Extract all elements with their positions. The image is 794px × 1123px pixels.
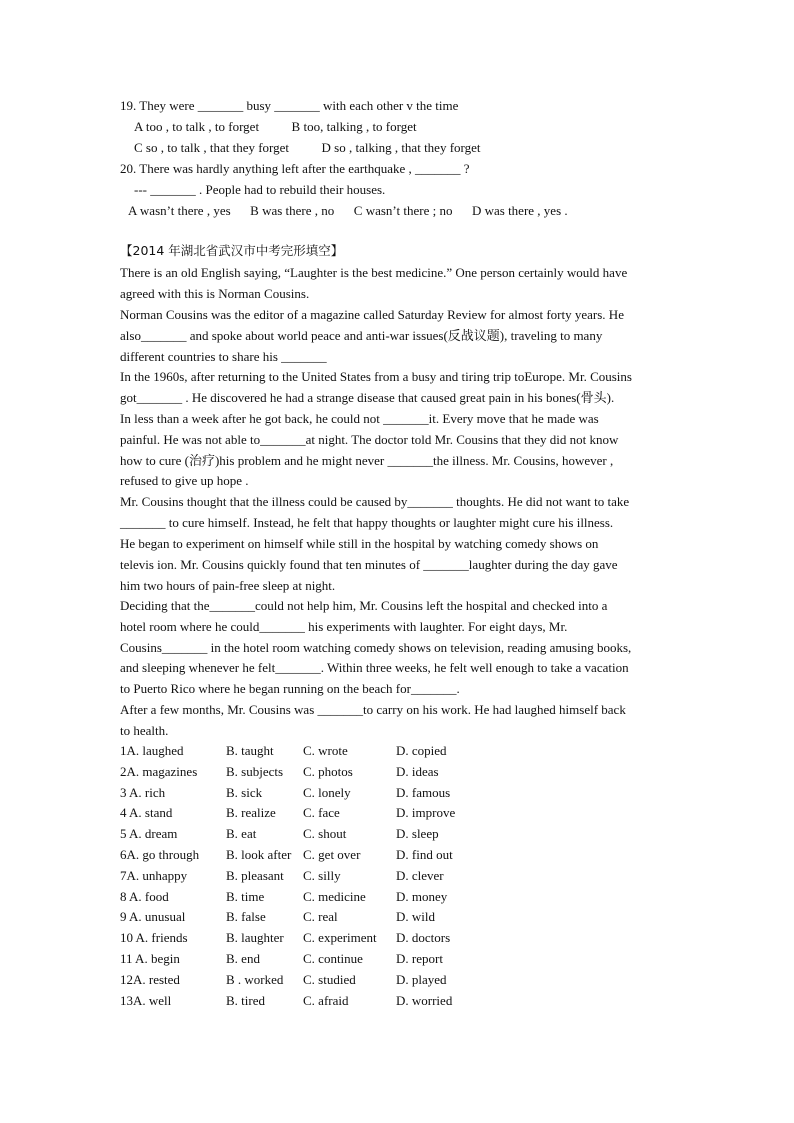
passage-line: In less than a week after he got back, he could not _______it. Every move that he made was (120, 411, 599, 426)
option-d: D. money (396, 888, 448, 904)
option-c: C. studied (303, 971, 356, 987)
option-row (120, 887, 520, 907)
option-row (120, 845, 520, 865)
option-b: B. time (226, 888, 265, 904)
passage-line: He began to experiment on himself while still in the hospital by watching comedy shows on (120, 536, 599, 551)
option-a: 5 A. dream (120, 826, 178, 842)
option-a: 2A. magazines (120, 763, 198, 779)
passage-paragraph-5 (120, 492, 674, 534)
option-b: B. false (226, 909, 266, 925)
option-a: 4 A. stand (120, 805, 173, 821)
option-c: C. photos (303, 763, 353, 779)
passage-paragraph-4 (120, 409, 674, 492)
option-d: D. find out (396, 847, 453, 862)
passage-line: agreed with this is Norman Cousins. (120, 285, 310, 301)
option-a: 6A. go through (120, 847, 200, 862)
passage-line: Norman Cousins was the editor of a magazine called Saturday Review for almost forty years. He (120, 307, 624, 322)
passage-line: to Puerto Rico where he began running on the beach for_______. (120, 681, 460, 697)
option-a: 13A. well (120, 992, 172, 1008)
question-20-stem: 20. There was hardly anything left after the earthquake , _______ ? (120, 161, 470, 176)
passage-paragraph-6 (120, 534, 674, 596)
option-b: B. subjects (226, 763, 284, 779)
passage-line: After a few months, Mr. Cousins was _______to carry on his work. He had laughed himself back (120, 702, 626, 717)
passage-heading: 【2014 年湖北省武汉市中考完形填空】 (120, 243, 344, 258)
option-a: 12A. rested (120, 971, 180, 987)
option-b: B. end (226, 951, 260, 966)
option-c: C. medicine (303, 888, 366, 904)
option-b: B. look after (226, 847, 292, 862)
option-row (120, 928, 520, 948)
option-a: 1A. laughed (120, 743, 184, 758)
option-a: 7A. unhappy (120, 867, 188, 883)
passage-line: In the 1960s, after returning to the United States from a busy and tiring trip toEurope. Mr. Cousins (120, 369, 632, 384)
option-d: D. worried (396, 992, 453, 1008)
passage-line: him two hours of pain-free sleep at night. (120, 577, 336, 593)
passage-line: refused to give up hope . (120, 473, 249, 489)
option-row (120, 803, 520, 823)
option-c: C. shout (303, 826, 347, 842)
passage-line: to health. (120, 722, 169, 738)
passage-line: different countries to share his _______ (120, 348, 327, 364)
passage-paragraph-2 (120, 305, 674, 367)
passage-line: Cousins_______ in the hotel room watching comedy shows on television, reading amusing books, (120, 639, 632, 655)
option-c: C. silly (303, 867, 341, 883)
option-d: D. ideas (396, 763, 439, 779)
option-d: D. wild (396, 909, 435, 925)
option-b: B. tired (226, 992, 265, 1008)
option-c: C. wrote (303, 743, 348, 758)
option-a: 8 A. food (120, 888, 169, 904)
passage-line: Deciding that the_______could not help him, Mr. Cousins left the hospital and checked into a (120, 598, 608, 613)
option-a: 3 A. rich (120, 784, 166, 800)
passage-paragraph-7 (120, 596, 674, 700)
question-20-options: A wasn’t there , yes B was there , no C wasn’t there ; no D was there , yes . (128, 203, 568, 218)
passage-paragraph-3 (120, 367, 674, 409)
option-b: B. realize (226, 805, 276, 821)
question-19-options-line2: C so , to talk , that they forget D so , talking , that they forget (134, 140, 481, 155)
option-b: B. eat (226, 826, 257, 842)
option-d: D. copied (396, 743, 447, 758)
passage-line: also_______ and spoke about world peace and anti-war issues(反战议题), traveling to many (120, 327, 603, 343)
option-c: C. real (303, 909, 338, 925)
passage-line: painful. He was not able to_______at night. The doctor told Mr. Cousins that they did not know (120, 431, 619, 447)
option-d: D. clever (396, 867, 444, 883)
option-a: 9 A. unusual (120, 909, 186, 925)
passage-line: televis ion. Mr. Cousins quickly found that ten minutes of _______laughter during the day gave (120, 556, 618, 572)
option-d: D. played (396, 971, 447, 987)
option-row (120, 866, 520, 886)
option-row (120, 970, 520, 990)
passage-paragraph-1 (120, 263, 674, 305)
option-row (120, 991, 520, 1011)
option-c: C. experiment (303, 930, 377, 946)
option-d: D. report (396, 951, 443, 966)
option-c: C. face (303, 805, 340, 821)
question-19-stem: 19. They were _______ busy _______ with each other v the time (120, 98, 459, 113)
option-d: D. improve (396, 805, 456, 821)
passage-paragraph-8 (120, 700, 674, 742)
passage-line: There is an old English saying, “Laughter is the best medicine.” One person certainly would have (120, 265, 628, 280)
question-19-options-line1: A too , to talk , to forget B too, talking , to forget (134, 119, 417, 134)
option-row (120, 949, 520, 969)
option-row (120, 824, 520, 844)
option-row (120, 907, 520, 927)
option-row (120, 762, 520, 782)
passage-line: _______ to cure himself. Instead, he felt that happy thoughts or laughter might cure his illness. (120, 514, 614, 530)
option-b: B. sick (226, 784, 263, 800)
passage-line: got_______ . He discovered he had a strange disease that caused great pain in his bones(骨头). (120, 389, 615, 405)
option-b: B. taught (226, 743, 274, 758)
option-a: 10 A. friends (120, 930, 188, 946)
option-row (120, 741, 520, 761)
passage-line: how to cure (治疗)his problem and he might never _______the illness. Mr. Cousins, however , (120, 452, 614, 468)
option-b: B. laughter (226, 930, 284, 946)
passage-line: and sleeping whenever he felt_______. Within three weeks, he felt well enough to take a vacation (120, 660, 629, 676)
option-a: 11 A. begin (120, 951, 180, 966)
passage-line: hotel room where he could_______ his experiments with laughter. For eight days, Mr. (120, 618, 568, 634)
passage-line: Mr. Cousins thought that the illness could be caused by_______ thoughts. He did not want to take (120, 494, 630, 509)
option-row (120, 783, 520, 803)
option-c: C. continue (303, 951, 363, 966)
option-b: B. pleasant (226, 867, 284, 883)
option-d: D. sleep (396, 826, 439, 842)
option-d: D. doctors (396, 930, 451, 946)
question-20-reply: --- _______ . People had to rebuild their houses. (134, 182, 386, 197)
option-c: C. afraid (303, 992, 349, 1008)
option-c: C. get over (303, 847, 361, 862)
option-b: B . worked (226, 971, 284, 987)
option-c: C. lonely (303, 784, 351, 800)
option-d: D. famous (396, 784, 451, 800)
